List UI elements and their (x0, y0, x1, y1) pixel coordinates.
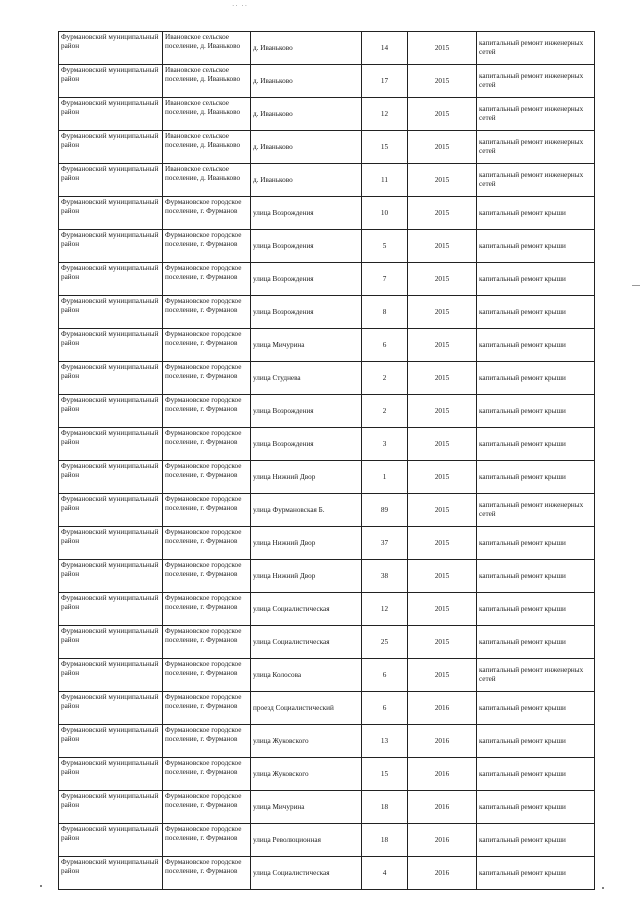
settlement-cell: Ивановское сельское поселение, д. Иваньково (163, 32, 251, 65)
house-number-cell: 5 (362, 230, 408, 263)
settlement-cell: Ивановское сельское поселение, д. Иваньково (163, 131, 251, 164)
work-type-cell: капитальный ремонт крыши (477, 626, 595, 659)
house-number-cell: 2 (362, 395, 408, 428)
settlement-cell: Фурмановское городское поселение, г. Фурманов (163, 230, 251, 263)
work-type-cell: капитальный ремонт инженерных сетей (477, 131, 595, 164)
house-number-cell: 14 (362, 32, 408, 65)
street-cell: д. Иваньково (251, 65, 362, 98)
table-row (59, 857, 595, 890)
year-cell: 2016 (408, 725, 477, 758)
settlement-cell: Фурмановское городское поселение, г. Фурманов (163, 857, 251, 890)
work-type-cell: капитальный ремонт крыши (477, 230, 595, 263)
work-type-cell: капитальный ремонт крыши (477, 857, 595, 890)
year-cell: 2015 (408, 65, 477, 98)
settlement-cell: Фурмановское городское поселение, г. Фурманов (163, 791, 251, 824)
table-row (59, 263, 595, 296)
street-cell: улица Революционная (251, 824, 362, 857)
table-row (59, 791, 595, 824)
table-row (59, 32, 595, 65)
district-cell: Фурмановский муниципальный район (59, 593, 163, 626)
work-type-cell: капитальный ремонт крыши (477, 725, 595, 758)
house-number-cell: 25 (362, 626, 408, 659)
house-number-cell: 15 (362, 758, 408, 791)
year-cell: 2015 (408, 362, 477, 395)
scan-speck (602, 887, 604, 889)
year-cell: 2015 (408, 428, 477, 461)
street-cell: улица Возрождения (251, 263, 362, 296)
table-row (59, 98, 595, 131)
table-row (59, 560, 595, 593)
house-number-cell: 2 (362, 362, 408, 395)
work-type-cell: капитальный ремонт инженерных сетей (477, 659, 595, 692)
district-cell: Фурмановский муниципальный район (59, 362, 163, 395)
year-cell: 2016 (408, 824, 477, 857)
street-cell: д. Иваньково (251, 164, 362, 197)
settlement-cell: Фурмановское городское поселение, г. Фурманов (163, 692, 251, 725)
housing-repair-table (58, 31, 595, 890)
table-row (59, 230, 595, 263)
settlement-cell: Фурмановское городское поселение, г. Фурманов (163, 593, 251, 626)
district-cell: Фурмановский муниципальный район (59, 428, 163, 461)
table-row (59, 65, 595, 98)
house-number-cell: 3 (362, 428, 408, 461)
year-cell: 2015 (408, 560, 477, 593)
street-cell: улица Возрождения (251, 395, 362, 428)
house-number-cell: 18 (362, 824, 408, 857)
year-cell: 2015 (408, 626, 477, 659)
street-cell: улица Социалистическая (251, 857, 362, 890)
district-cell: Фурмановский муниципальный район (59, 494, 163, 527)
street-cell: улица Нижний Двор (251, 560, 362, 593)
settlement-cell: Фурмановское городское поселение, г. Фурманов (163, 824, 251, 857)
district-cell: Фурмановский муниципальный район (59, 263, 163, 296)
table-row (59, 725, 595, 758)
settlement-cell: Фурмановское городское поселение, г. Фурманов (163, 659, 251, 692)
table-row (59, 758, 595, 791)
settlement-cell: Фурмановское городское поселение, г. Фурманов (163, 725, 251, 758)
year-cell: 2015 (408, 230, 477, 263)
work-type-cell: капитальный ремонт крыши (477, 197, 595, 230)
house-number-cell: 11 (362, 164, 408, 197)
year-cell: 2015 (408, 659, 477, 692)
house-number-cell: 4 (362, 857, 408, 890)
table-row (59, 362, 595, 395)
district-cell: Фурмановский муниципальный район (59, 65, 163, 98)
scan-mark: ·· ·· (232, 2, 249, 10)
settlement-cell: Фурмановское городское поселение, г. Фурманов (163, 329, 251, 362)
year-cell: 2015 (408, 593, 477, 626)
year-cell: 2015 (408, 197, 477, 230)
street-cell: улица Нижний Двор (251, 527, 362, 560)
year-cell: 2015 (408, 32, 477, 65)
district-cell: Фурмановский муниципальный район (59, 560, 163, 593)
street-cell: улица Нижний Двор (251, 461, 362, 494)
work-type-cell: капитальный ремонт крыши (477, 692, 595, 725)
house-number-cell: 10 (362, 197, 408, 230)
district-cell: Фурмановский муниципальный район (59, 461, 163, 494)
work-type-cell: капитальный ремонт крыши (477, 263, 595, 296)
table-body (59, 32, 595, 890)
table-row (59, 131, 595, 164)
district-cell: Фурмановский муниципальный район (59, 857, 163, 890)
work-type-cell: капитальный ремонт крыши (477, 791, 595, 824)
settlement-cell: Фурмановское городское поселение, г. Фурманов (163, 527, 251, 560)
year-cell: 2015 (408, 527, 477, 560)
district-cell: Фурмановский муниципальный район (59, 197, 163, 230)
settlement-cell: Фурмановское городское поселение, г. Фурманов (163, 626, 251, 659)
work-type-cell: капитальный ремонт инженерных сетей (477, 32, 595, 65)
street-cell: улица Социалистическая (251, 593, 362, 626)
street-cell: улица Мичурина (251, 329, 362, 362)
district-cell: Фурмановский муниципальный район (59, 725, 163, 758)
district-cell: Фурмановский муниципальный район (59, 329, 163, 362)
district-cell: Фурмановский муниципальный район (59, 527, 163, 560)
street-cell: д. Иваньково (251, 131, 362, 164)
street-cell: улица Жуковского (251, 758, 362, 791)
district-cell: Фурмановский муниципальный район (59, 758, 163, 791)
district-cell: Фурмановский муниципальный район (59, 230, 163, 263)
work-type-cell: капитальный ремонт крыши (477, 329, 595, 362)
work-type-cell: капитальный ремонт крыши (477, 560, 595, 593)
house-number-cell: 17 (362, 65, 408, 98)
district-cell: Фурмановский муниципальный район (59, 791, 163, 824)
work-type-cell: капитальный ремонт крыши (477, 527, 595, 560)
district-cell: Фурмановский муниципальный район (59, 395, 163, 428)
settlement-cell: Фурмановское городское поселение, г. Фурманов (163, 494, 251, 527)
work-type-cell: капитальный ремонт инженерных сетей (477, 98, 595, 131)
house-number-cell: 8 (362, 296, 408, 329)
house-number-cell: 6 (362, 659, 408, 692)
table-row (59, 659, 595, 692)
year-cell: 2015 (408, 494, 477, 527)
work-type-cell: капитальный ремонт инженерных сетей (477, 164, 595, 197)
settlement-cell: Фурмановское городское поселение, г. Фурманов (163, 296, 251, 329)
work-type-cell: капитальный ремонт крыши (477, 461, 595, 494)
work-type-cell: капитальный ремонт крыши (477, 296, 595, 329)
work-type-cell: капитальный ремонт инженерных сетей (477, 494, 595, 527)
settlement-cell: Ивановское сельское поселение, д. Иваньково (163, 164, 251, 197)
table-row (59, 494, 595, 527)
street-cell: улица Возрождения (251, 197, 362, 230)
year-cell: 2015 (408, 164, 477, 197)
year-cell: 2015 (408, 131, 477, 164)
table-row (59, 296, 595, 329)
street-cell: улица Социалистическая (251, 626, 362, 659)
house-number-cell: 6 (362, 692, 408, 725)
year-cell: 2016 (408, 692, 477, 725)
table-row (59, 527, 595, 560)
street-cell: улица Студнева (251, 362, 362, 395)
year-cell: 2015 (408, 329, 477, 362)
district-cell: Фурмановский муниципальный район (59, 626, 163, 659)
district-cell: Фурмановский муниципальный район (59, 131, 163, 164)
settlement-cell: Фурмановское городское поселение, г. Фурманов (163, 395, 251, 428)
work-type-cell: капитальный ремонт крыши (477, 593, 595, 626)
year-cell: 2015 (408, 296, 477, 329)
year-cell: 2015 (408, 461, 477, 494)
settlement-cell: Фурмановское городское поселение, г. Фурманов (163, 197, 251, 230)
district-cell: Фурмановский муниципальный район (59, 32, 163, 65)
year-cell: 2015 (408, 98, 477, 131)
house-number-cell: 18 (362, 791, 408, 824)
house-number-cell: 13 (362, 725, 408, 758)
house-number-cell: 6 (362, 329, 408, 362)
district-cell: Фурмановский муниципальный район (59, 164, 163, 197)
settlement-cell: Фурмановское городское поселение, г. Фурманов (163, 263, 251, 296)
work-type-cell: капитальный ремонт крыши (477, 362, 595, 395)
street-cell: проезд Социалистический (251, 692, 362, 725)
street-cell: улица Мичурина (251, 791, 362, 824)
house-number-cell: 37 (362, 527, 408, 560)
table-row (59, 329, 595, 362)
district-cell: Фурмановский муниципальный район (59, 824, 163, 857)
table-row (59, 164, 595, 197)
table-row (59, 395, 595, 428)
house-number-cell: 7 (362, 263, 408, 296)
street-cell: улица Возрождения (251, 428, 362, 461)
work-type-cell: капитальный ремонт крыши (477, 758, 595, 791)
house-number-cell: 15 (362, 131, 408, 164)
table-row (59, 461, 595, 494)
table-row (59, 626, 595, 659)
year-cell: 2015 (408, 395, 477, 428)
street-cell: улица Колосова (251, 659, 362, 692)
district-cell: Фурмановский муниципальный район (59, 296, 163, 329)
district-cell: Фурмановский муниципальный район (59, 659, 163, 692)
table-row (59, 824, 595, 857)
table-row (59, 428, 595, 461)
house-number-cell: 12 (362, 98, 408, 131)
year-cell: 2016 (408, 758, 477, 791)
settlement-cell: Фурмановское городское поселение, г. Фурманов (163, 560, 251, 593)
work-type-cell: капитальный ремонт крыши (477, 824, 595, 857)
settlement-cell: Фурмановское городское поселение, г. Фурманов (163, 461, 251, 494)
settlement-cell: Фурмановское городское поселение, г. Фурманов (163, 362, 251, 395)
year-cell: 2016 (408, 791, 477, 824)
work-type-cell: капитальный ремонт крыши (477, 395, 595, 428)
table-row (59, 593, 595, 626)
work-type-cell: капитальный ремонт инженерных сетей (477, 65, 595, 98)
year-cell: 2015 (408, 263, 477, 296)
street-cell: улица Фурмановская Б. (251, 494, 362, 527)
district-cell: Фурмановский муниципальный район (59, 98, 163, 131)
settlement-cell: Фурмановское городское поселение, г. Фурманов (163, 428, 251, 461)
settlement-cell: Ивановское сельское поселение, д. Иваньково (163, 65, 251, 98)
street-cell: д. Иваньково (251, 32, 362, 65)
house-number-cell: 38 (362, 560, 408, 593)
settlement-cell: Фурмановское городское поселение, г. Фурманов (163, 758, 251, 791)
house-number-cell: 1 (362, 461, 408, 494)
year-cell: 2016 (408, 857, 477, 890)
house-number-cell: 12 (362, 593, 408, 626)
work-type-cell: капитальный ремонт крыши (477, 428, 595, 461)
scan-speck (40, 885, 42, 887)
table-row (59, 692, 595, 725)
table-row (59, 197, 595, 230)
street-cell: улица Жуковского (251, 725, 362, 758)
street-cell: д. Иваньково (251, 98, 362, 131)
house-number-cell: 89 (362, 494, 408, 527)
settlement-cell: Ивановское сельское поселение, д. Иваньково (163, 98, 251, 131)
street-cell: улица Возрождения (251, 296, 362, 329)
page-fold-mark (632, 285, 640, 286)
district-cell: Фурмановский муниципальный район (59, 692, 163, 725)
street-cell: улица Возрождения (251, 230, 362, 263)
